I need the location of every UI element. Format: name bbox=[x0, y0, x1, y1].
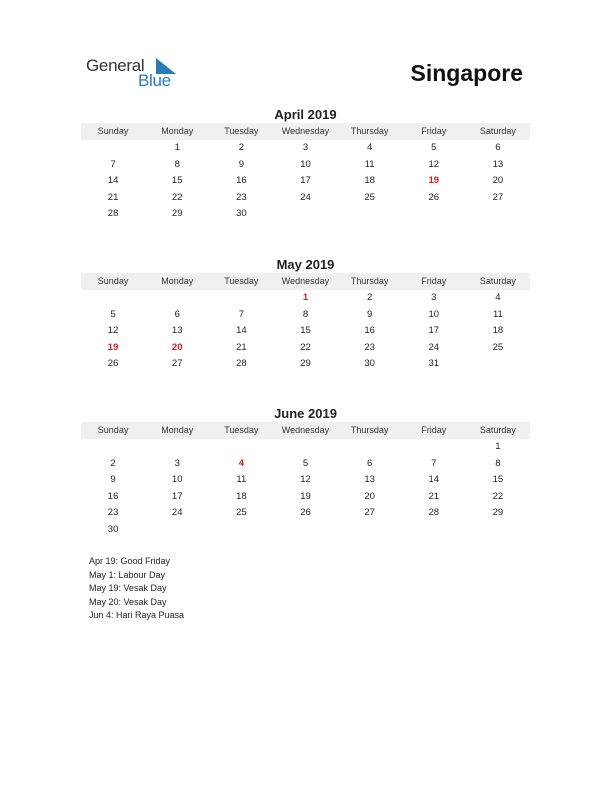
week-row bbox=[81, 472, 530, 489]
date-cell: 18 bbox=[236, 490, 247, 502]
weekday-label: Saturday bbox=[479, 126, 516, 136]
weekday-label: Monday bbox=[161, 126, 194, 136]
week-row bbox=[81, 190, 530, 207]
month-calendar-may bbox=[81, 257, 530, 373]
date-cell bbox=[466, 522, 530, 539]
date-cell: 13 bbox=[364, 474, 375, 486]
date-cell bbox=[81, 140, 145, 157]
holiday-date-cell: 4 bbox=[238, 457, 244, 469]
date-cell: 22 bbox=[300, 341, 311, 353]
date-cell bbox=[273, 439, 337, 456]
holiday-date-cell: 1 bbox=[302, 292, 309, 303]
date-cell: 8 bbox=[174, 158, 180, 170]
weekday-label: Sunday bbox=[97, 425, 129, 435]
weekday-label: Friday bbox=[421, 126, 447, 136]
holiday-notes bbox=[89, 555, 184, 623]
date-cell: 3 bbox=[174, 457, 180, 469]
date-cell: 9 bbox=[110, 474, 116, 486]
weekday-label: Monday bbox=[161, 276, 194, 286]
date-cell: 25 bbox=[364, 191, 375, 203]
date-cell: 17 bbox=[428, 325, 440, 337]
week-row bbox=[81, 173, 530, 190]
date-cell: 21 bbox=[428, 490, 440, 502]
date-cell: 31 bbox=[428, 358, 440, 370]
date-cell: 15 bbox=[492, 474, 504, 486]
date-cell: 22 bbox=[492, 490, 504, 502]
week-row bbox=[81, 456, 530, 473]
date-cell: 11 bbox=[492, 308, 503, 320]
date-cell: 25 bbox=[236, 507, 247, 519]
weekday-label: Friday bbox=[421, 276, 447, 286]
date-cell: 13 bbox=[492, 158, 504, 170]
date-cell: 28 bbox=[236, 358, 247, 370]
week-row bbox=[81, 290, 530, 307]
date-cell: 12 bbox=[300, 474, 311, 486]
date-cell: 29 bbox=[492, 507, 504, 519]
date-cell: 18 bbox=[492, 325, 504, 337]
date-cell: 2 bbox=[366, 292, 373, 303]
holiday-note: May 20: Vesak Day bbox=[89, 596, 167, 607]
holiday-note: Apr 19: Good Friday bbox=[89, 556, 171, 566]
week-row bbox=[81, 140, 530, 157]
month-title: April 2019 bbox=[274, 107, 337, 122]
date-cell: 22 bbox=[171, 191, 183, 203]
date-cell: 24 bbox=[428, 341, 440, 353]
month-title: June 2019 bbox=[274, 406, 337, 421]
date-cell: 7 bbox=[110, 158, 116, 170]
date-cell: 6 bbox=[495, 142, 501, 153]
date-cell bbox=[209, 290, 273, 307]
holiday-date-cell: 19 bbox=[428, 175, 440, 187]
week-row bbox=[81, 489, 530, 506]
date-cell bbox=[145, 522, 209, 539]
week-row bbox=[81, 307, 530, 324]
week-row bbox=[81, 439, 530, 456]
weekday-label: Saturday bbox=[479, 425, 516, 435]
date-cell: 10 bbox=[300, 158, 311, 170]
weekday-header-row bbox=[81, 422, 530, 439]
date-cell bbox=[81, 290, 145, 307]
date-cell bbox=[402, 206, 466, 223]
date-cell bbox=[338, 522, 402, 539]
date-cell: 5 bbox=[110, 308, 116, 320]
date-cell: 8 bbox=[302, 308, 309, 320]
date-cell: 12 bbox=[428, 158, 440, 170]
date-cell: 2 bbox=[238, 142, 244, 153]
weekday-header-row bbox=[81, 123, 530, 140]
week-row bbox=[81, 505, 530, 522]
weekday-label: Sunday bbox=[97, 126, 129, 136]
weekday-label: Sunday bbox=[97, 276, 129, 286]
date-cell: 8 bbox=[495, 457, 501, 469]
date-cell: 26 bbox=[107, 358, 119, 370]
weekday-label: Wednesday bbox=[281, 276, 330, 286]
weekday-label: Wednesday bbox=[281, 126, 330, 136]
date-cell bbox=[273, 206, 337, 223]
weekday-label: Tuesday bbox=[224, 126, 259, 136]
date-cell: 15 bbox=[300, 325, 311, 337]
date-cell: 7 bbox=[431, 457, 437, 469]
logo-text-blue: Blue bbox=[138, 71, 171, 90]
date-cell: 27 bbox=[492, 191, 504, 203]
date-cell: 16 bbox=[236, 175, 247, 187]
weekday-label: Wednesday bbox=[281, 425, 330, 435]
country-title: Singapore bbox=[410, 60, 523, 86]
date-cell: 18 bbox=[364, 175, 375, 187]
weekday-label: Friday bbox=[421, 425, 447, 435]
date-cell: 2 bbox=[110, 457, 116, 469]
date-cell: 26 bbox=[428, 191, 440, 203]
date-cell: 11 bbox=[364, 158, 375, 170]
week-row bbox=[81, 323, 530, 340]
date-cell: 28 bbox=[107, 208, 119, 220]
weekday-label: Tuesday bbox=[224, 425, 259, 435]
week-row bbox=[81, 356, 530, 373]
date-cell: 4 bbox=[366, 142, 373, 153]
date-cell: 6 bbox=[366, 457, 373, 469]
date-cell: 30 bbox=[364, 358, 375, 370]
weekday-label: Tuesday bbox=[224, 276, 259, 286]
date-cell bbox=[466, 206, 530, 223]
date-cell: 17 bbox=[300, 175, 311, 187]
date-cell bbox=[338, 439, 402, 456]
date-cell: 25 bbox=[492, 341, 504, 353]
date-cell: 3 bbox=[431, 292, 437, 303]
date-cell: 3 bbox=[302, 142, 309, 153]
date-cell: 4 bbox=[495, 292, 501, 303]
holiday-note: May 1: Labour Day bbox=[89, 569, 166, 580]
date-cell: 29 bbox=[300, 358, 311, 370]
date-cell bbox=[209, 522, 273, 539]
date-cell: 28 bbox=[428, 507, 440, 519]
date-cell: 23 bbox=[107, 507, 119, 519]
date-cell bbox=[209, 439, 273, 456]
date-cell: 24 bbox=[171, 507, 183, 519]
weekday-label: Monday bbox=[161, 425, 194, 435]
date-cell bbox=[145, 439, 209, 456]
logo-text-general: General bbox=[86, 56, 145, 75]
date-cell: 17 bbox=[171, 490, 183, 502]
holiday-date-cell: 19 bbox=[107, 341, 119, 353]
holiday-note: Jun 4: Hari Raya Puasa bbox=[89, 610, 185, 620]
date-cell bbox=[338, 206, 402, 223]
date-cell: 15 bbox=[171, 175, 183, 187]
date-cell: 5 bbox=[431, 142, 437, 153]
date-cell: 16 bbox=[364, 325, 375, 337]
date-cell bbox=[466, 356, 530, 373]
date-cell: 13 bbox=[171, 325, 183, 337]
date-cell: 21 bbox=[107, 191, 119, 203]
date-cell: 30 bbox=[236, 208, 247, 220]
date-cell: 1 bbox=[495, 441, 501, 452]
date-cell: 1 bbox=[174, 142, 180, 153]
date-cell: 23 bbox=[364, 341, 375, 353]
month-calendar-june bbox=[81, 406, 530, 539]
date-cell bbox=[402, 522, 466, 539]
weekday-header-row bbox=[81, 273, 530, 290]
date-cell: 9 bbox=[238, 158, 244, 170]
week-row bbox=[81, 206, 530, 223]
date-cell: 12 bbox=[107, 325, 119, 337]
date-cell: 14 bbox=[428, 474, 440, 486]
date-cell: 14 bbox=[236, 325, 247, 337]
date-cell: 29 bbox=[171, 208, 183, 220]
date-cell: 24 bbox=[300, 191, 311, 203]
date-cell: 20 bbox=[364, 490, 375, 502]
date-cell bbox=[81, 439, 145, 456]
date-cell: 10 bbox=[428, 308, 440, 320]
date-cell: 19 bbox=[300, 490, 311, 502]
date-cell: 14 bbox=[107, 175, 119, 187]
date-cell: 16 bbox=[107, 490, 119, 502]
date-cell: 10 bbox=[171, 474, 183, 486]
date-cell: 5 bbox=[302, 457, 309, 469]
holiday-note: May 19: Vesak Day bbox=[89, 583, 167, 593]
date-cell: 27 bbox=[171, 358, 183, 370]
date-cell: 26 bbox=[300, 507, 311, 519]
date-cell: 21 bbox=[236, 341, 247, 353]
weekday-label: Thursday bbox=[350, 425, 389, 435]
logo bbox=[86, 56, 196, 96]
date-cell: 7 bbox=[238, 308, 244, 320]
date-cell bbox=[145, 290, 209, 307]
date-cell: 11 bbox=[236, 474, 247, 486]
weekday-label: Thursday bbox=[350, 276, 389, 286]
week-row bbox=[81, 157, 530, 174]
weekday-label: Thursday bbox=[350, 126, 389, 136]
date-cell: 9 bbox=[366, 308, 373, 320]
date-cell: 27 bbox=[364, 507, 375, 519]
date-cell bbox=[273, 522, 337, 539]
weekday-label: Saturday bbox=[479, 276, 516, 286]
date-cell: 6 bbox=[174, 308, 180, 320]
date-cell: 30 bbox=[107, 523, 119, 535]
holiday-date-cell: 20 bbox=[171, 341, 183, 353]
month-title: May 2019 bbox=[276, 257, 335, 272]
date-cell: 23 bbox=[236, 191, 247, 203]
week-row bbox=[81, 340, 530, 357]
date-cell bbox=[402, 439, 466, 456]
date-cell: 20 bbox=[492, 175, 504, 187]
week-row bbox=[81, 522, 530, 539]
month-calendar-april bbox=[81, 107, 530, 223]
